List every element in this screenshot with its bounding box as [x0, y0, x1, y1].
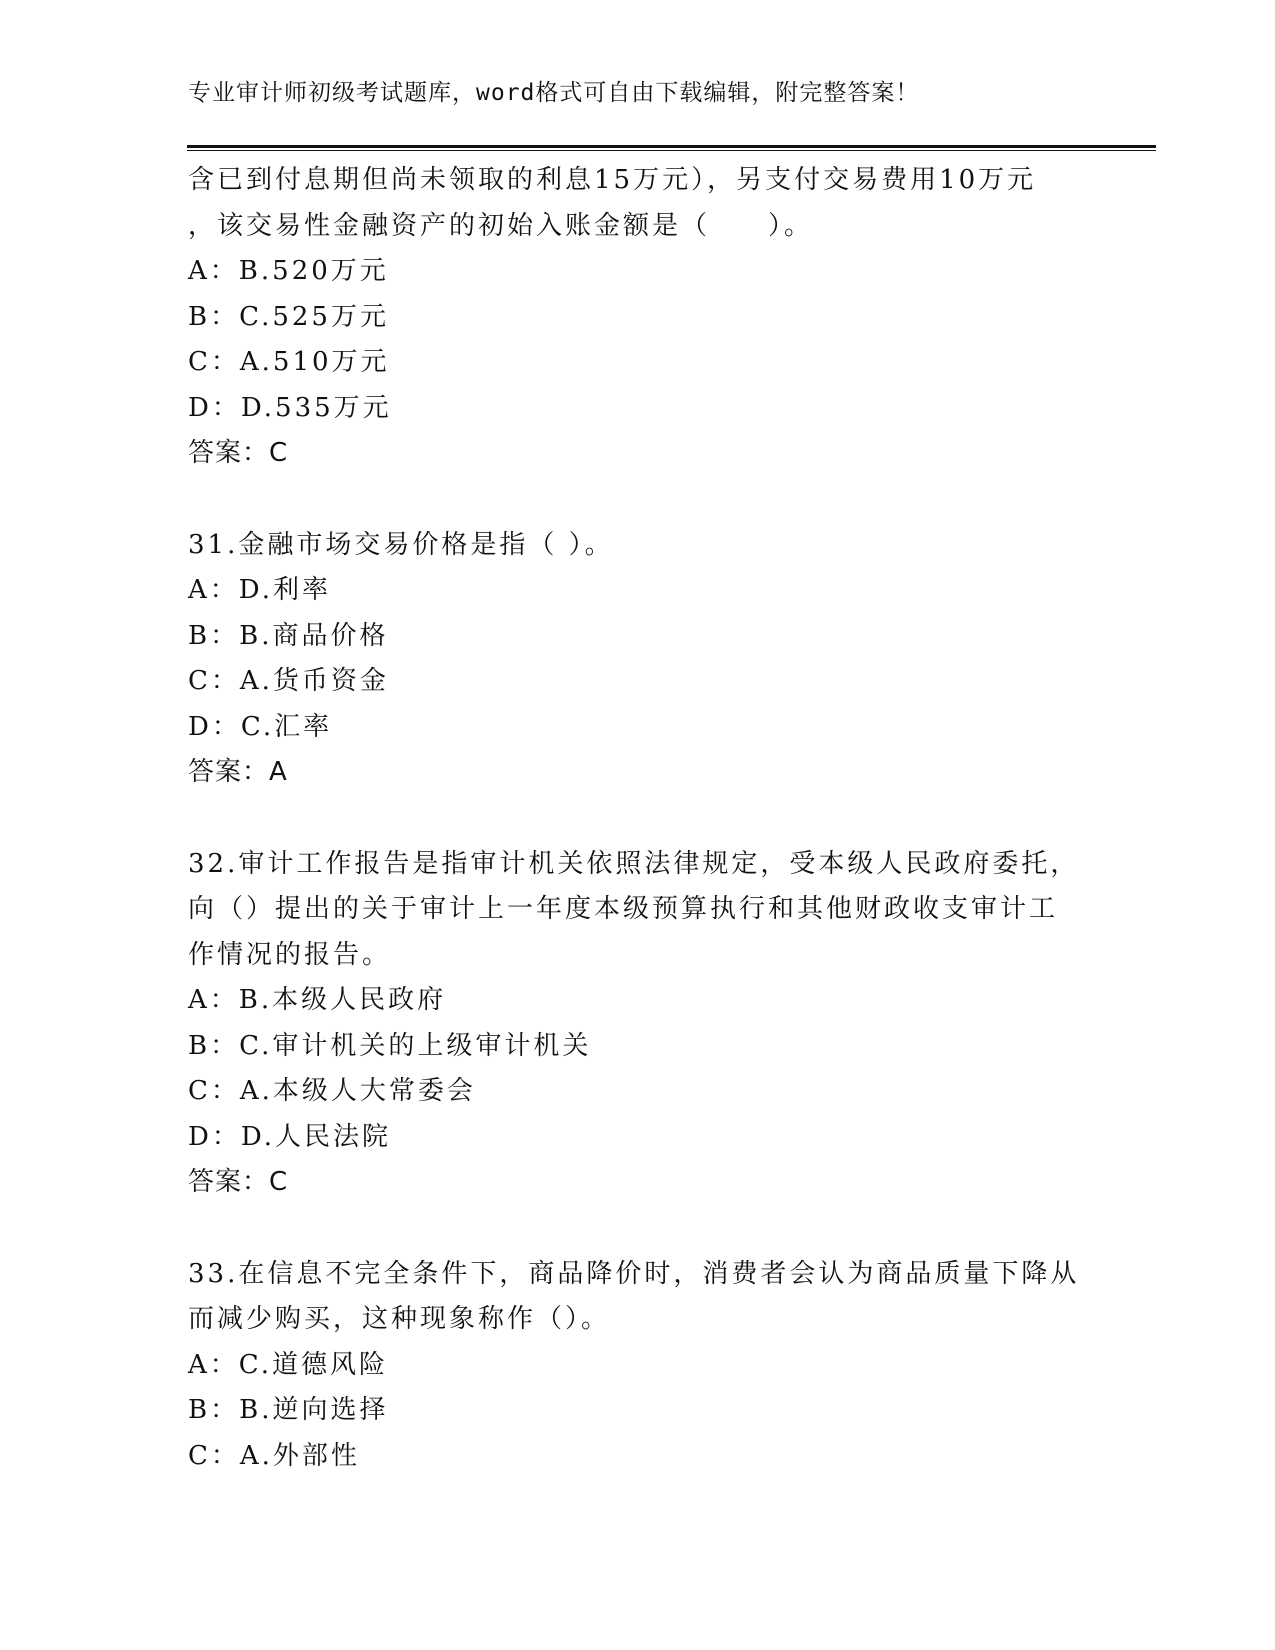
- option-d: D：C.汇率: [188, 711, 333, 742]
- option-b: B：B.商品价格: [188, 620, 389, 651]
- spacer: [188, 1206, 1088, 1252]
- question-30: [188, 158, 1088, 477]
- question-stem-line: ，该交易性金融资产的初始入账金额是（ ）。: [188, 210, 814, 241]
- option-d: D：D.535万元: [188, 392, 392, 423]
- option-a: A：C.道德风险: [188, 1349, 389, 1380]
- question-content: [188, 158, 1088, 1479]
- question-stem-line: 33.在信息不完全条件下，商品降价时，消费者会认为商品质量下降从: [188, 1258, 1080, 1289]
- option-a: A：D.利率: [188, 575, 331, 605]
- header-rule-thick: [187, 145, 1156, 148]
- question-31: [188, 523, 1088, 796]
- question-32: [188, 842, 1088, 1206]
- option-c: C：A.本级人大常委会: [188, 1076, 476, 1106]
- question-stem-line: 31.金融市场交易价格是指（ ）。: [188, 529, 614, 560]
- question-stem-line: 作情况的报告。: [188, 939, 392, 970]
- question-stem-line: 含已到付息期但尚未领取的利息15万元），另支付交易费用10万元: [188, 165, 1037, 195]
- option-d: D：D.人民法院: [188, 1121, 392, 1152]
- option-b: B：C.525万元: [188, 301, 389, 332]
- option-c: C：A.货币资金: [188, 666, 389, 696]
- question-33: [188, 1252, 1088, 1480]
- option-a: A：B.本级人民政府: [188, 985, 447, 1015]
- spacer: [188, 477, 1088, 523]
- option-a: A：B.520万元: [188, 256, 389, 286]
- spacer: [188, 796, 1088, 842]
- option-b: B：B.逆向选择: [188, 1395, 389, 1425]
- option-c: C：A.外部性: [188, 1440, 360, 1471]
- option-b: B：C.审计机关的上级审计机关: [188, 1030, 592, 1061]
- option-c: C：A.510万元: [188, 347, 390, 377]
- page-header-text: 专业审计师初级考试题库，word格式可自由下载编辑，附完整答案！: [188, 80, 920, 106]
- question-stem-line: 32.审计工作报告是指审计机关依照法律规定，受本级人民政府委托，: [188, 848, 1080, 879]
- header-rule-thin: [187, 150, 1156, 151]
- question-stem-line: 而减少购买，这种现象称作（）。: [188, 1304, 611, 1334]
- answer-label: 答案：A: [188, 757, 288, 787]
- answer-label: 答案：C: [188, 1167, 289, 1197]
- answer-label: 答案：C: [188, 438, 289, 468]
- question-stem-line: 向（）提出的关于审计上一年度本级预算执行和其他财政收支审计工: [188, 894, 1059, 924]
